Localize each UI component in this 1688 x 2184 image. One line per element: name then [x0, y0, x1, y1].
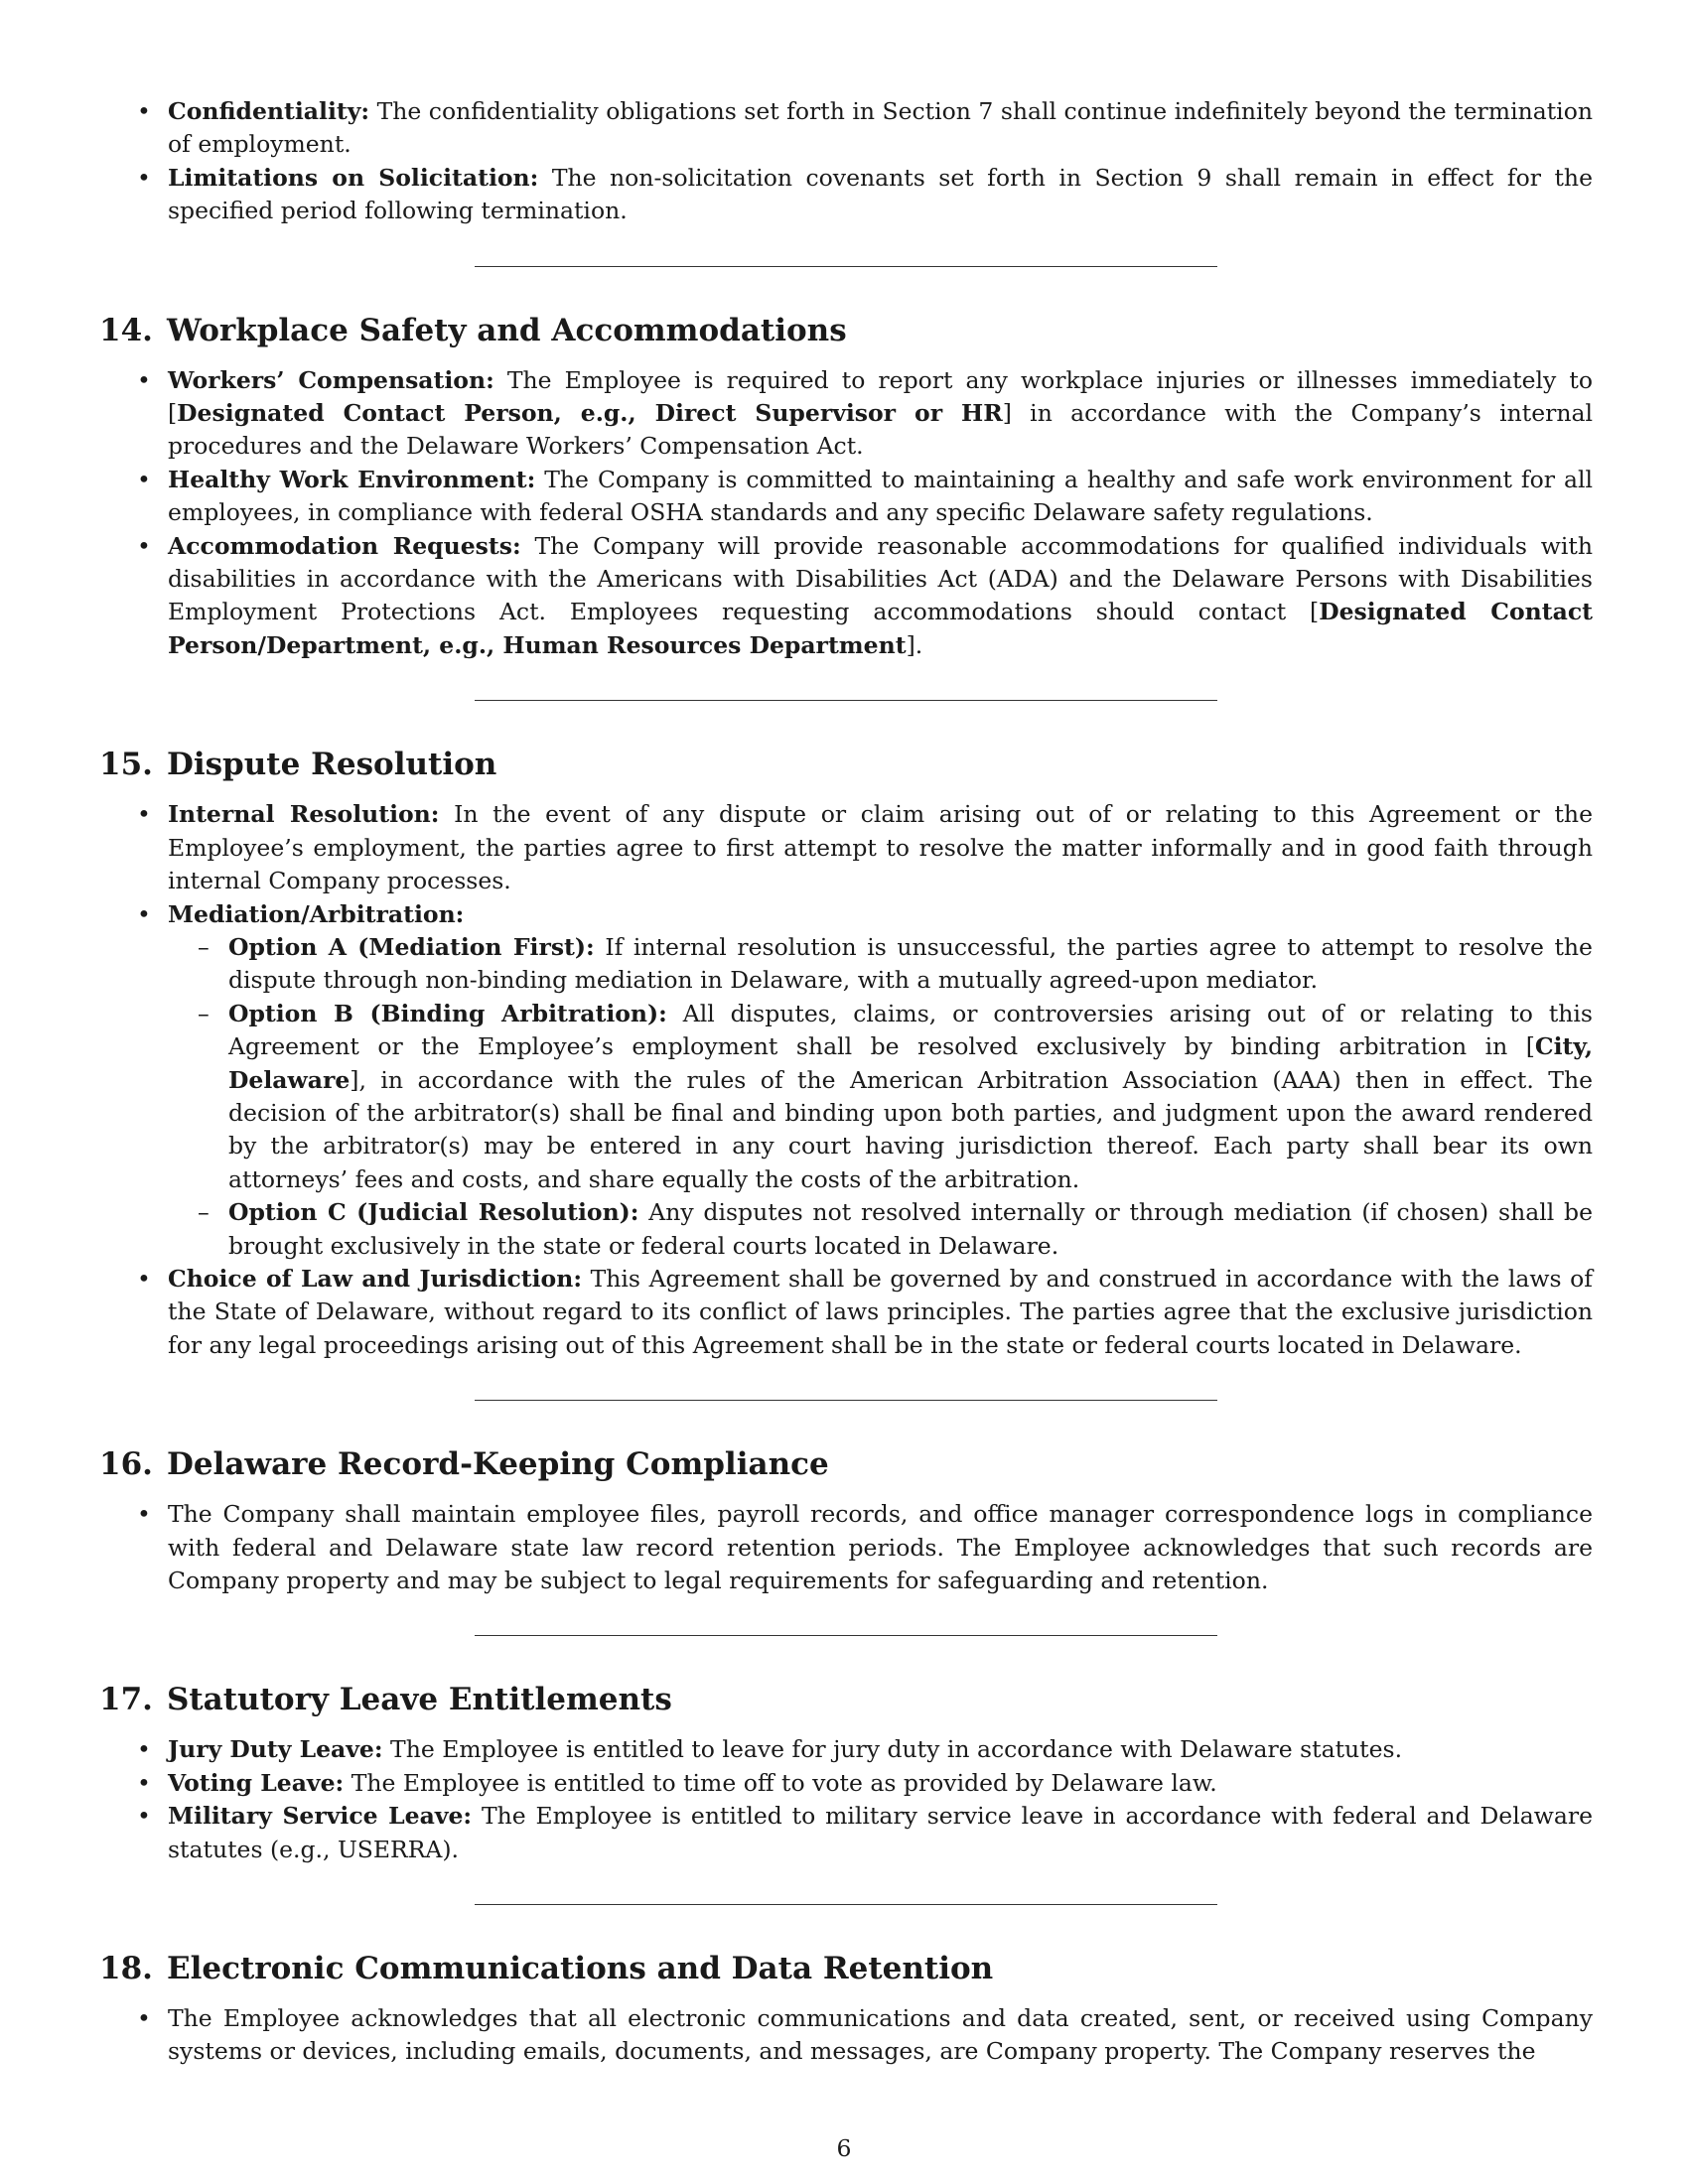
list-item: • The Employee acknowledges that all electronic communications and data created, sent, or received using Company systems or devices, including emails, documents, and messages, are Company property. The Company reserves the: [99, 2002, 1593, 2069]
section-18-list: [99, 2002, 1593, 2069]
list-item: • Accommodation Requests: The Company will provide reasonable accommodations for qualified individuals with disabilities in accordance with the Americans with Disabilities Act (ADA) and the Delaware Persons with Disabilities Employment Protections Act. Employees requesting accommodations should contact [Designated Contact Person/Department, e.g., Human Resources Department].: [99, 530, 1593, 663]
list-item: • Internal Resolution: In the event of any dispute or claim arising out of or relating to this Agreement or the Employee’s employment, the parties agree to first attempt to resolve the matter informally and in good faith through internal Company processes.: [99, 798, 1593, 897]
mediation-options: [168, 931, 1593, 1263]
list-item: • Mediation/Arbitration: – Option A (Mediation First): If internal resolution is unsuccessful, the parties agree to attempt to resolve the dispute through non-binding mediation in Delaware, with a mutually agreed-upon mediator. – Option B (Binding Arbitration): All disputes, claims, or controversies arising out of or relating to this Agreement or the Employee’s employment shall be resolved exclusively by binding arbitration in [City, Delaware], in accordance with the rules of the American Arbitration Association (AAA) then in effect. The decision of the arbitrator(s) shall be final and binding upon both parties, and judgment upon the award rendered by the arbitrator(s) may be entered in any court having jurisdiction thereof. Each party shall bear its own attorneys’ fees and costs, and share equally the costs of the arbitration. – Option C (Judicial Resolution): Any disputes not resolved internally or through mediation (if chosen) shall be brought exclusively in the state or federal courts located in Delaware.: [99, 898, 1593, 1263]
list-item: • Jury Duty Leave: The Employee is entitled to leave for jury duty in accordance with Delaware statutes.: [99, 1733, 1593, 1766]
list-item: • Voting Leave: The Employee is entitled to time off to vote as provided by Delaware law.: [99, 1767, 1593, 1800]
list-item: • Military Service Leave: The Employee is entitled to military service leave in accordance with federal and Delaware statutes (e.g., USERRA).: [99, 1800, 1593, 1866]
option-item: – Option A (Mediation First): If internal resolution is unsuccessful, the parties agree to attempt to resolve the dispute through non-binding mediation in Delaware, with a mutually agreed-upon mediator.: [168, 931, 1593, 998]
list-item: • The Company shall maintain employee files, payroll records, and office manager correspondence logs in compliance with federal and Delaware state law record retention periods. The Employee acknowledges that such records are Company property and may be subject to legal requirements for safeguarding and retention.: [99, 1498, 1593, 1597]
section-heading-16: 16. Delaware Record-Keeping Compliance: [99, 1446, 829, 1483]
section-15-list: [99, 798, 1593, 1362]
section-heading-17: 17. Statutory Leave Entitlements: [99, 1682, 672, 1718]
page-number: 6: [836, 2134, 852, 2162]
list-item: • Limitations on Solicitation: The non-solicitation covenants set forth in Section 9 shall remain in effect for the specified period following termination.: [99, 162, 1593, 228]
list-item: • Choice of Law and Jurisdiction: This Agreement shall be governed by and construed in accordance with the laws of the State of Delaware, without regard to its conflict of laws principles. The parties agree that the exclusive jurisdiction for any legal proceedings arising out of this Agreement shall be in the state or federal courts located in Delaware.: [99, 1263, 1593, 1362]
option-item: – Option B (Binding Arbitration): All disputes, claims, or controversies arising out of or relating to this Agreement or the Employee’s employment shall be resolved exclusively by binding arbitration in [City, Delaware], in accordance with the rules of the American Arbitration Association (AAA) then in effect. The decision of the arbitrator(s) shall be final and binding upon both parties, and judgment upon the award rendered by the arbitrator(s) may be entered in any court having jurisdiction thereof. Each party shall bear its own attorneys’ fees and costs, and share equally the costs of the arbitration.: [168, 998, 1593, 1196]
list-item: • Workers’ Compensation: The Employee is required to report any workplace injuries or illnesses immediately to [Designated Contact Person, e.g., Direct Supervisor or HR] in accordance with the Company’s internal procedures and the Delaware Workers’ Compensation Act.: [99, 364, 1593, 464]
top-list: [99, 95, 1593, 228]
section-heading-15: 15. Dispute Resolution: [99, 747, 497, 783]
section-heading-14: 14. Workplace Safety and Accommodations: [99, 312, 847, 348]
section-14-list: [99, 364, 1593, 663]
section-17-list: [99, 1733, 1593, 1866]
option-item: – Option C (Judicial Resolution): Any disputes not resolved internally or through mediation (if chosen) shall be brought exclusively in the state or federal courts located in Delaware.: [168, 1196, 1593, 1263]
document-page: [99, 95, 1593, 2069]
list-item: • Confidentiality: The confidentiality obligations set forth in Section 7 shall continue indefinitely beyond the termination of employment.: [99, 95, 1593, 162]
section-16-list: [99, 1498, 1593, 1597]
list-item: • Healthy Work Environment: The Company is committed to maintaining a healthy and safe work environment for all employees, in compliance with federal OSHA standards and any specific Delaware safety regulations.: [99, 464, 1593, 530]
section-heading-18: 18. Electronic Communications and Data Retention: [99, 1951, 994, 1987]
